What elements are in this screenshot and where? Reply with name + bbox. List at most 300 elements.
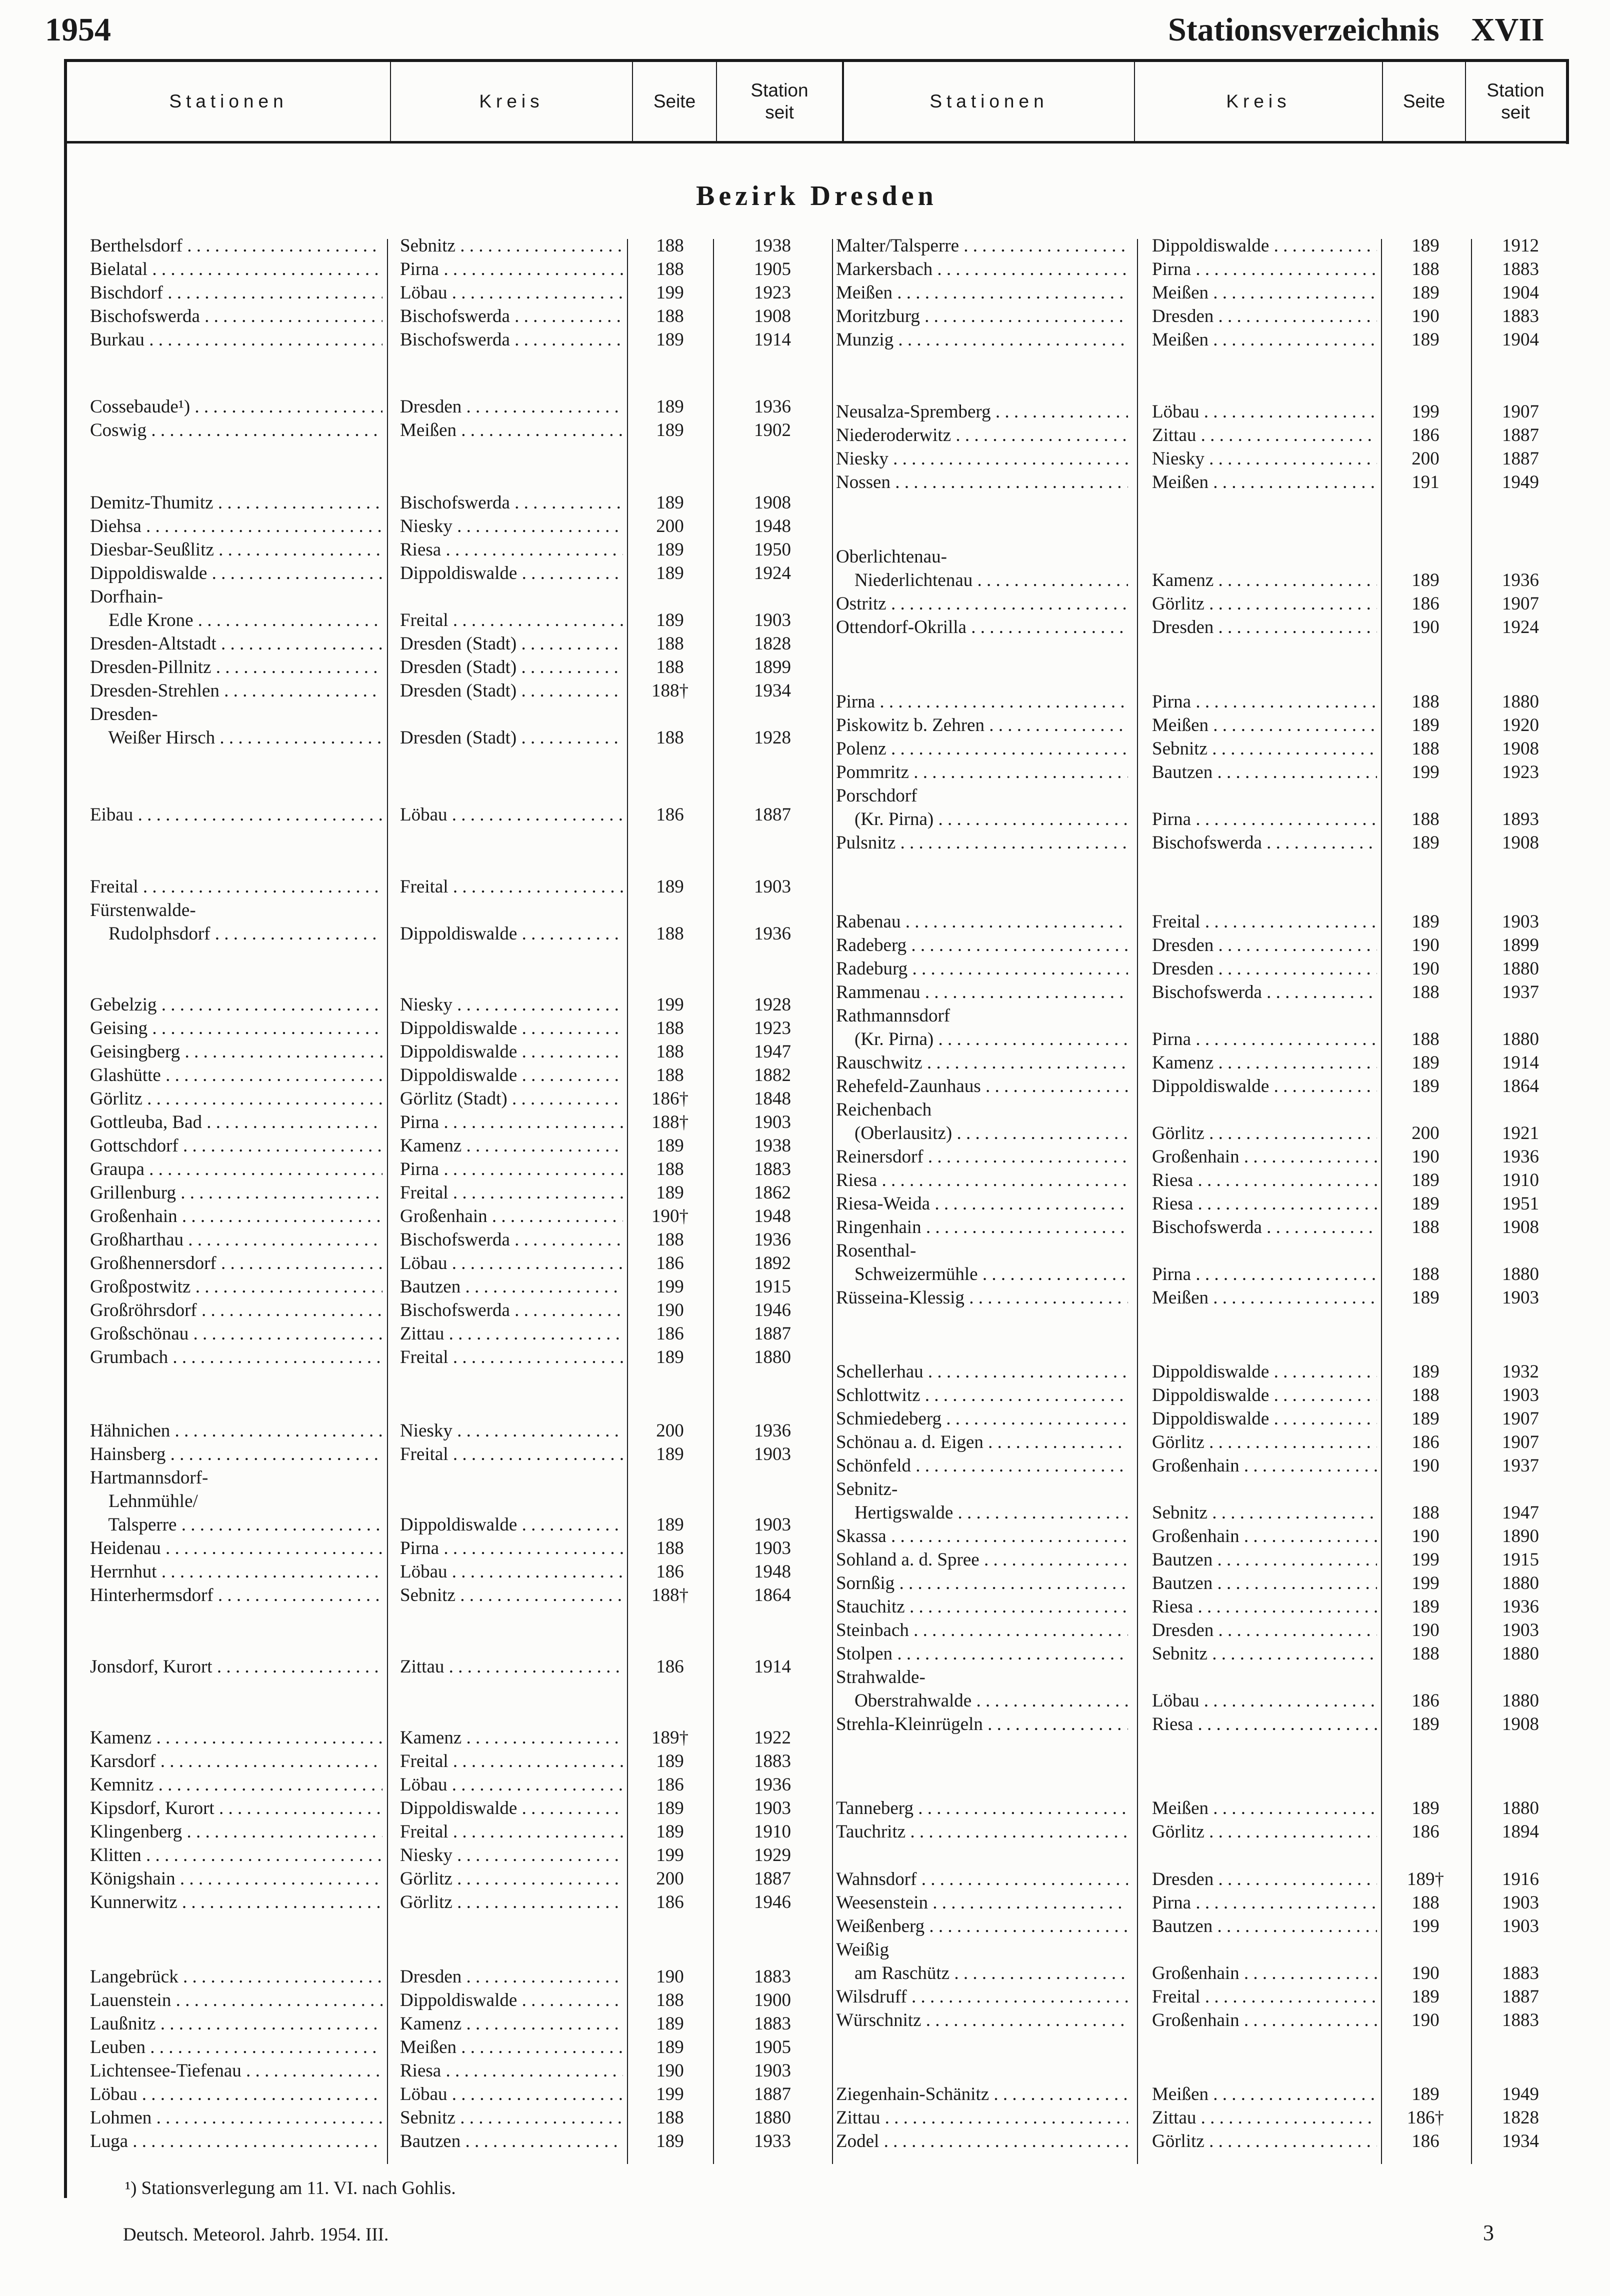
- kreis-name: Bischofswerda . . .: [400, 304, 623, 328]
- kreis-name: Großenhain . . .: [1152, 2008, 1377, 2032]
- station-seit-value: 1915: [754, 1276, 791, 1297]
- header-divider: [1134, 62, 1135, 141]
- seite-value: 190: [656, 1966, 684, 1987]
- station-name: Riesa-Weida . . .: [836, 1192, 1128, 1216]
- kreis-name: Freital . . .: [400, 1181, 623, 1205]
- seite-value: 190: [1412, 306, 1440, 326]
- kreis-name: Bischofswerda . . .: [1152, 1216, 1377, 1240]
- kreis-name: Pirna . . .: [400, 1110, 623, 1134]
- table-frame-right: [1566, 59, 1569, 144]
- seite-value: 188: [1412, 259, 1440, 280]
- seite-value: 186: [656, 1774, 684, 1795]
- station-seit-value: 1948: [754, 516, 791, 536]
- station-seit-value: 1892: [754, 1253, 791, 1274]
- kreis-name: Dresden . . .: [1152, 934, 1377, 958]
- seite-value: 200: [656, 1868, 684, 1889]
- station-seit-value: 1937: [1502, 982, 1539, 1002]
- station-seit-value: 1864: [754, 1585, 791, 1606]
- kreis-name: Großenhain . . .: [1152, 1524, 1377, 1548]
- seite-value: 189: [656, 610, 684, 630]
- station-name: Hähnichen . . .: [90, 1419, 382, 1443]
- kreis-name: Großenhain . . .: [1152, 1962, 1377, 1986]
- station-name: Großschönau . . .: [90, 1322, 382, 1346]
- station-seit-value: 1951: [1502, 1194, 1539, 1214]
- station-name: Leuben . . .: [90, 2036, 382, 2060]
- station-seit-value: 1923: [754, 1018, 791, 1038]
- column-header-seite-2: Seite: [1402, 91, 1446, 112]
- seite-value: 188: [1412, 1892, 1440, 1913]
- seite-value: 188†: [652, 1112, 688, 1132]
- kreis-name: Dippoldiswalde . . .: [400, 562, 623, 586]
- station-name: Nossen . . .: [836, 470, 1128, 494]
- station-seit-value: 1908: [1502, 1217, 1539, 1238]
- station-name: Lichtensee-Tiefenau . . .: [90, 2059, 382, 2083]
- kreis-name: Pirna . . .: [400, 258, 623, 282]
- station-seit-value: 1903: [1502, 1620, 1539, 1640]
- station-name: Rosenthal-: [836, 1240, 916, 1261]
- station-name: Radeberg . . .: [836, 934, 1128, 958]
- station-seit-value: 1936: [1502, 570, 1539, 590]
- station-name: Schmiedeberg . . .: [836, 1407, 1128, 1431]
- kreis-name: Dresden (Stadt) . . .: [400, 656, 623, 680]
- kreis-name: Dippoldiswalde . . .: [1152, 1407, 1377, 1431]
- kreis-name: Pirna . . .: [1152, 1262, 1377, 1286]
- station-seit-value: 1882: [754, 1065, 791, 1086]
- kreis-name: Görlitz . . .: [1152, 1820, 1377, 1844]
- station-name: Piskowitz b. Zehren . . .: [836, 714, 1128, 738]
- station-name: Dippoldiswalde . . .: [90, 562, 382, 586]
- station-seit-value: 1880: [1502, 1798, 1539, 1818]
- column-divider: [1381, 239, 1382, 2164]
- seite-value: 190: [1412, 1146, 1440, 1167]
- station-seit-value: 1934: [754, 680, 791, 701]
- kreis-name: Dresden . . .: [1152, 1618, 1377, 1642]
- station-name: Ottendorf-Okrilla . . .: [836, 616, 1128, 640]
- station-seit-value: 1899: [1502, 935, 1539, 956]
- station-seit-value: 1914: [754, 1656, 791, 1677]
- station-name: Stolpen . . .: [836, 1642, 1128, 1666]
- column-header-stationen-2: Stationen: [930, 91, 1048, 112]
- station-name: Lauenstein . . .: [90, 1988, 382, 2012]
- station-name: Lehnmühle/: [90, 1491, 198, 1512]
- station-name: Fürstenwalde-: [90, 900, 196, 920]
- station-name: Munzig . . .: [836, 328, 1128, 352]
- seite-value: 186: [656, 1892, 684, 1912]
- kreis-name: Pirna . . .: [1152, 808, 1377, 832]
- kreis-name: Löbau . . .: [400, 2082, 623, 2106]
- station-name: Kamenz . . .: [90, 1726, 382, 1750]
- station-seit-value: 1883: [754, 1966, 791, 1987]
- station-name: Diehsa . . .: [90, 514, 382, 538]
- kreis-name: Bautzen . . .: [400, 2130, 623, 2154]
- station-seit-value: 1936: [754, 1420, 791, 1441]
- station-seit-value: 1949: [1502, 472, 1539, 492]
- station-name: Tauchritz . . .: [836, 1820, 1128, 1844]
- station-name: Porschdorf: [836, 786, 918, 806]
- kreis-name: Freital . . .: [400, 608, 623, 632]
- column-header-station-seit-2: Station seit: [1486, 80, 1544, 122]
- station-seit-value: 1883: [1502, 1963, 1539, 1984]
- kreis-name: Freital . . .: [400, 1750, 623, 1774]
- station-seit-value: 1924: [754, 563, 791, 584]
- station-name: Ringenhain . . .: [836, 1216, 1128, 1240]
- seite-value: 188: [656, 1990, 684, 2010]
- seite-value: 186: [1412, 425, 1440, 446]
- seite-value: 189: [1412, 1408, 1440, 1429]
- kreis-name: Bischofswerda . . .: [400, 1298, 623, 1322]
- station-name: Bielatal . . .: [90, 258, 382, 282]
- kreis-name: Bischofswerda . . .: [1152, 831, 1377, 855]
- station-name: Sebnitz-: [836, 1479, 898, 1500]
- station-name: Rauschwitz . . .: [836, 1051, 1128, 1075]
- seite-value: 189: [1412, 1194, 1440, 1214]
- station-name: Klingenberg . . .: [90, 1820, 382, 1844]
- station-name: Radeburg . . .: [836, 957, 1128, 981]
- station-seit-value: 1921: [1502, 1123, 1539, 1144]
- kreis-name: Meißen . . .: [400, 2036, 623, 2060]
- station-seit-value: 1862: [754, 1182, 791, 1203]
- seite-value: 188: [656, 1159, 684, 1180]
- seite-value: 188: [1412, 1385, 1440, 1406]
- station-name: Pulsnitz . . .: [836, 831, 1128, 855]
- kreis-name: Kamenz . . .: [400, 2012, 623, 2036]
- seite-value: 188: [1412, 1502, 1440, 1523]
- seite-value: 189: [1412, 1362, 1440, 1382]
- station-name: Großpostwitz . . .: [90, 1275, 382, 1299]
- seite-value: 200: [1412, 1123, 1440, 1144]
- seite-value: 189: [1412, 1076, 1440, 1096]
- station-name: Strahwalde-: [836, 1667, 926, 1688]
- seite-value: 189: [1412, 330, 1440, 350]
- header-divider: [842, 62, 844, 141]
- seite-value: 199: [1412, 1916, 1440, 1936]
- station-seit-value: 1864: [1502, 1076, 1539, 1096]
- kreis-name: Großenhain . . .: [1152, 1454, 1377, 1478]
- kreis-name: Zittau . . .: [1152, 2106, 1377, 2130]
- kreis-name: Niesky . . .: [400, 1844, 623, 1868]
- kreis-name: Sebnitz . . .: [400, 234, 623, 258]
- station-name: Schönau a. d. Eigen . . .: [836, 1430, 1128, 1454]
- kreis-name: Görlitz . . .: [400, 1867, 623, 1891]
- seite-value: 188: [656, 1018, 684, 1038]
- station-name: Neusalza-Spremberg . . .: [836, 400, 1128, 424]
- seite-value: 188: [656, 236, 684, 256]
- station-seit-value: 1929: [754, 1845, 791, 1866]
- column-header-kreis: Kreis: [479, 91, 544, 112]
- station-name: Dresden-Pillnitz . . .: [90, 656, 382, 680]
- station-name: Eibau . . .: [90, 803, 382, 827]
- station-name: Laußnitz . . .: [90, 2012, 382, 2036]
- station-seit-value: 1908: [1502, 832, 1539, 853]
- seite-value: 189: [656, 1347, 684, 1368]
- column-header-station-seit: Station seit: [750, 80, 808, 122]
- seite-value: 188: [656, 1230, 684, 1250]
- station-name: Niederlichtenau . . .: [836, 568, 1128, 592]
- kreis-name: Freital . . .: [400, 1442, 623, 1466]
- station-name: Schweizermühle . . .: [836, 1262, 1128, 1286]
- station-name: Hertigswalde . . .: [836, 1501, 1128, 1525]
- seite-value: 190: [1412, 1620, 1440, 1640]
- station-seit-value: 1880: [754, 2108, 791, 2128]
- header-year: 1954: [45, 12, 111, 48]
- station-name: Gottschdorf . . .: [90, 1134, 382, 1158]
- station-seit-value: 1890: [1502, 1526, 1539, 1546]
- station-name: Weesenstein . . .: [836, 1891, 1128, 1915]
- seite-value: 189: [656, 876, 684, 897]
- station-seit-value: 1883: [754, 1159, 791, 1180]
- station-seit-value: 1947: [1502, 1502, 1539, 1523]
- station-seit-value: 1904: [1502, 282, 1539, 303]
- seite-value: 200: [1412, 448, 1440, 469]
- station-name: (Kr. Pirna) . . .: [836, 808, 1128, 832]
- seite-value: 199: [656, 282, 684, 303]
- kreis-name: Görlitz . . .: [1152, 1430, 1377, 1454]
- seite-value: 189: [1412, 1596, 1440, 1617]
- station-name: am Raschütz . . .: [836, 1962, 1128, 1986]
- station-name: Hainsberg . . .: [90, 1442, 382, 1466]
- station-name: Großhennersdorf . . .: [90, 1252, 382, 1276]
- seite-value: 189: [1412, 570, 1440, 590]
- station-seit-value: 1887: [754, 1324, 791, 1344]
- station-seit-value: 1908: [1502, 738, 1539, 759]
- kreis-name: Pirna . . .: [1152, 690, 1377, 714]
- station-name: Rudolphsdorf . . .: [90, 922, 382, 946]
- station-seit-value: 1936: [754, 1774, 791, 1795]
- kreis-name: Pirna . . .: [1152, 1891, 1377, 1915]
- kreis-name: Sebnitz . . .: [1152, 737, 1377, 761]
- station-name: Karsdorf . . .: [90, 1750, 382, 1774]
- station-seit-value: 1910: [754, 1822, 791, 1842]
- station-seit-value: 1903: [1502, 1916, 1539, 1936]
- station-seit-value: 1887: [1502, 448, 1539, 469]
- seite-value: 186: [1412, 594, 1440, 614]
- station-seit-value: 1903: [1502, 1288, 1539, 1308]
- kreis-name: Dresden . . .: [1152, 304, 1377, 328]
- station-seit-value: 1903: [1502, 1892, 1539, 1913]
- kreis-name: Meißen . . .: [1152, 714, 1377, 738]
- station-seit-value: 1936: [754, 396, 791, 417]
- station-name: Niesky . . .: [836, 447, 1128, 471]
- station-seit-value: 1907: [1502, 402, 1539, 422]
- kreis-name: Dresden (Stadt) . . .: [400, 632, 623, 656]
- station-name: Weißer Hirsch . . .: [90, 726, 382, 750]
- station-seit-value: 1903: [1502, 1385, 1539, 1406]
- station-name: Sornßig . . .: [836, 1572, 1128, 1596]
- station-seit-value: 1880: [1502, 1029, 1539, 1050]
- station-name: Langebrück . . .: [90, 1965, 382, 1989]
- kreis-name: Löbau . . .: [1152, 1689, 1377, 1713]
- seite-value: 189: [656, 1514, 684, 1535]
- kreis-name: Meißen . . .: [1152, 470, 1377, 494]
- seite-value: 199: [1412, 402, 1440, 422]
- station-name: Rehefeld-Zaunhaus . . .: [836, 1074, 1128, 1098]
- seite-value: 186: [656, 1562, 684, 1582]
- station-seit-value: 1883: [1502, 306, 1539, 326]
- station-name: Herrnhut . . .: [90, 1560, 382, 1584]
- station-name: Schellerhau . . .: [836, 1360, 1128, 1384]
- seite-value: 200: [656, 1420, 684, 1441]
- station-name: Pirna . . .: [836, 690, 1128, 714]
- station-seit-value: 1934: [1502, 2131, 1539, 2152]
- seite-value: 189: [1412, 2084, 1440, 2104]
- column-divider: [1471, 239, 1472, 2164]
- station-name: Kipsdorf, Kurort . . .: [90, 1796, 382, 1820]
- station-seit-value: 1880: [1502, 958, 1539, 979]
- kreis-name: Dippoldiswalde . . .: [400, 1064, 623, 1088]
- station-seit-value: 1903: [754, 1112, 791, 1132]
- station-name: Ziegenhain-Schänitz . . .: [836, 2082, 1128, 2106]
- station-seit-value: 1907: [1502, 1432, 1539, 1452]
- station-name: Strehla-Kleinrügeln . . .: [836, 1712, 1128, 1736]
- column-header-kreis-2: Kreis: [1226, 91, 1291, 112]
- station-seit-value: 1914: [1502, 1052, 1539, 1073]
- station-name: Talsperre . . .: [90, 1513, 382, 1537]
- footer-page-number: 3: [1483, 2220, 1494, 2245]
- kreis-name: Meißen . . .: [400, 418, 623, 442]
- seite-value: 189: [656, 330, 684, 350]
- station-seit-value: 1923: [754, 282, 791, 303]
- station-name: Reichenbach: [836, 1100, 932, 1120]
- seite-value: 189†: [1407, 1869, 1444, 1890]
- header-divider: [632, 62, 633, 141]
- station-name: (Kr. Pirna) . . .: [836, 1028, 1128, 1052]
- seite-value: 189: [656, 1182, 684, 1203]
- seite-value: 189: [656, 396, 684, 417]
- seite-value: 199: [1412, 762, 1440, 782]
- footnote: ¹) Stationsverlegung am 11. VI. nach Gohlis.: [125, 2178, 456, 2198]
- station-name: Heidenau . . .: [90, 1536, 382, 1560]
- kreis-name: Dippoldiswalde . . .: [1152, 1360, 1377, 1384]
- seite-value: 188: [656, 1065, 684, 1086]
- station-name: Skassa . . .: [836, 1524, 1128, 1548]
- station-seit-value: 1946: [754, 1892, 791, 1912]
- station-name: Dorfhain-: [90, 586, 163, 607]
- station-seit-value: 1880: [754, 1347, 791, 1368]
- station-name: Rabenau . . .: [836, 910, 1128, 934]
- kreis-name: Dippoldiswalde . . .: [400, 1988, 623, 2012]
- kreis-name: Riesa . . .: [400, 2059, 623, 2083]
- station-name: Lohmen . . .: [90, 2106, 382, 2130]
- station-name: Edle Krone . . .: [90, 608, 382, 632]
- station-name: Pommritz . . .: [836, 760, 1128, 784]
- station-seit-value: 1916: [1502, 1869, 1539, 1890]
- kreis-name: Riesa . . .: [400, 538, 623, 562]
- kreis-name: Kamenz . . .: [400, 1726, 623, 1750]
- station-seit-value: 1883: [754, 2014, 791, 2034]
- seite-value: 190: [656, 1300, 684, 1320]
- station-name: Zodel . . .: [836, 2130, 1128, 2154]
- station-name: Luga . . .: [90, 2130, 382, 2154]
- kreis-name: Dresden (Stadt) . . .: [400, 726, 623, 750]
- kreis-name: Kamenz . . .: [400, 1134, 623, 1158]
- station-seit-value: 1887: [754, 804, 791, 825]
- bezirk-title: Bezirk Dresden: [696, 180, 938, 212]
- kreis-name: Dippoldiswalde . . .: [1152, 1074, 1377, 1098]
- kreis-name: Großenhain . . .: [400, 1204, 623, 1228]
- station-seit-value: 1938: [754, 236, 791, 256]
- seite-value: 189: [656, 2037, 684, 2058]
- station-seit-value: 1947: [754, 1042, 791, 1062]
- kreis-name: Dresden . . .: [1152, 1868, 1377, 1892]
- seite-value: 186: [656, 1324, 684, 1344]
- column-divider: [1137, 239, 1138, 2164]
- station-seit-value: 1907: [1502, 594, 1539, 614]
- seite-value: 190: [1412, 1526, 1440, 1546]
- station-seit-value: 1938: [754, 1136, 791, 1156]
- station-name: Wilsdruff . . .: [836, 1985, 1128, 2009]
- station-seit-value: 1910: [1502, 1170, 1539, 1190]
- station-name: Großenhain . . .: [90, 1204, 382, 1228]
- seite-value: 188†: [652, 680, 688, 701]
- station-name: Stauchitz . . .: [836, 1595, 1128, 1619]
- station-seit-value: 1936: [754, 1230, 791, 1250]
- kreis-name: Niesky . . .: [1152, 447, 1377, 471]
- kreis-name: Freital . . .: [400, 1346, 623, 1370]
- kreis-name: Dresden . . .: [400, 395, 623, 419]
- kreis-name: Löbau . . .: [400, 803, 623, 827]
- station-name: Meißen . . .: [836, 281, 1128, 305]
- station-name: Oberstrahwalde . . .: [836, 1689, 1128, 1713]
- kreis-name: Löbau . . .: [400, 281, 623, 305]
- station-name: Dresden-Strehlen . . .: [90, 679, 382, 703]
- station-name: Oberlichtenau-: [836, 546, 947, 567]
- seite-value: 189: [656, 1444, 684, 1464]
- kreis-name: Dippoldiswalde . . .: [400, 1796, 623, 1820]
- station-seit-value: 1948: [754, 1562, 791, 1582]
- station-name: Weißig: [836, 1940, 889, 1960]
- seite-value: 199: [656, 1845, 684, 1866]
- seite-value: 186: [656, 804, 684, 825]
- station-name: Görlitz . . .: [90, 1087, 382, 1111]
- kreis-name: Kamenz . . .: [1152, 568, 1377, 592]
- kreis-name: Dippoldiswalde . . .: [1152, 1384, 1377, 1408]
- seite-value: 186: [1412, 1822, 1440, 1842]
- kreis-name: Görlitz . . .: [400, 1890, 623, 1914]
- seite-value: 199: [656, 2084, 684, 2104]
- station-name: Dresden-: [90, 704, 158, 724]
- station-name: Königshain . . .: [90, 1867, 382, 1891]
- seite-value: 189: [656, 492, 684, 513]
- station-name: Berthelsdorf . . .: [90, 234, 382, 258]
- station-seit-value: 1887: [1502, 425, 1539, 446]
- kreis-name: Meißen . . .: [1152, 1796, 1377, 1820]
- station-name: Tanneberg . . .: [836, 1796, 1128, 1820]
- seite-value: 186: [1412, 2131, 1440, 2152]
- kreis-name: Riesa . . .: [1152, 1595, 1377, 1619]
- station-seit-value: 1914: [754, 330, 791, 350]
- seite-value: 189: [656, 540, 684, 560]
- station-seit-value: 1880: [1502, 1644, 1539, 1664]
- kreis-name: Freital . . .: [1152, 1985, 1377, 2009]
- seite-value: 188: [1412, 982, 1440, 1002]
- station-name: Großharthau . . .: [90, 1228, 382, 1252]
- station-seit-value: 1936: [1502, 1146, 1539, 1167]
- seite-value: 189: [1412, 1798, 1440, 1818]
- seite-value: 189: [656, 1751, 684, 1772]
- seite-value: 199: [1412, 1550, 1440, 1570]
- seite-value: 189: [1412, 1288, 1440, 1308]
- seite-value: 188: [656, 657, 684, 678]
- station-seit-value: 1902: [754, 420, 791, 440]
- kreis-name: Meißen . . .: [1152, 328, 1377, 352]
- kreis-name: Pirna . . .: [400, 1158, 623, 1182]
- seite-value: 199: [1412, 1573, 1440, 1594]
- seite-value: 189: [656, 420, 684, 440]
- station-name: Kemnitz . . .: [90, 1773, 382, 1797]
- kreis-name: Niesky . . .: [400, 993, 623, 1017]
- seite-value: 190: [1412, 1456, 1440, 1476]
- seite-value: 188: [656, 634, 684, 654]
